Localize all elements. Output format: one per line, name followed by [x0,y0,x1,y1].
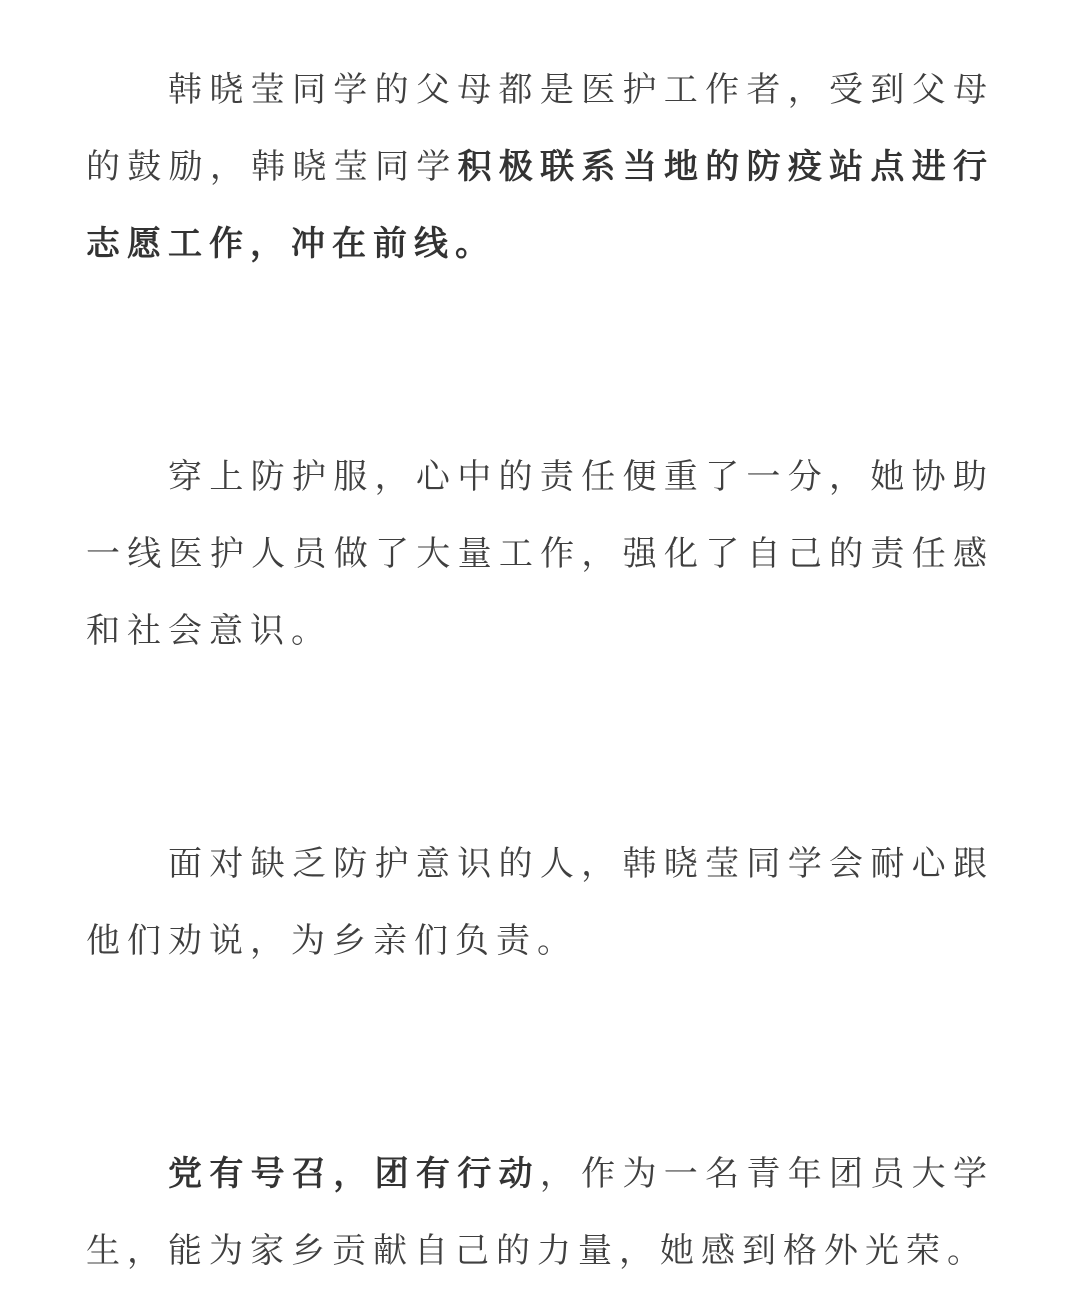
paragraph-1-text: 韩晓莹同学的父母都是医护工作者，受到父母的鼓励，韩晓莹同学 [86,70,994,187]
paragraph-3-text: 面对缺乏防护意识的人，韩晓莹同学会耐心跟他们劝说，为乡亲们负责。 [86,844,994,961]
paragraph-4-bold-text: 党有号召，团有行动 [168,1154,540,1194]
paragraph-1 [86,52,994,283]
paragraph-4 [86,1136,994,1290]
paragraph-3 [86,826,994,980]
paragraph-2-text: 穿上防护服，心中的责任便重了一分，她协助一线医护人员做了大量工作，强化了自己的责任感和社会意识。 [86,457,994,651]
article-body [86,52,994,1290]
paragraph-1-bold-text: 积极联系当地的防疫站点进行志愿工作，冲在前线。 [86,147,995,264]
paragraph-4-text: ，作为一名青年团员大学生，能为家乡贡献自己的力量，她感到格外光荣。 [86,1154,995,1271]
paragraph-2 [86,439,994,670]
